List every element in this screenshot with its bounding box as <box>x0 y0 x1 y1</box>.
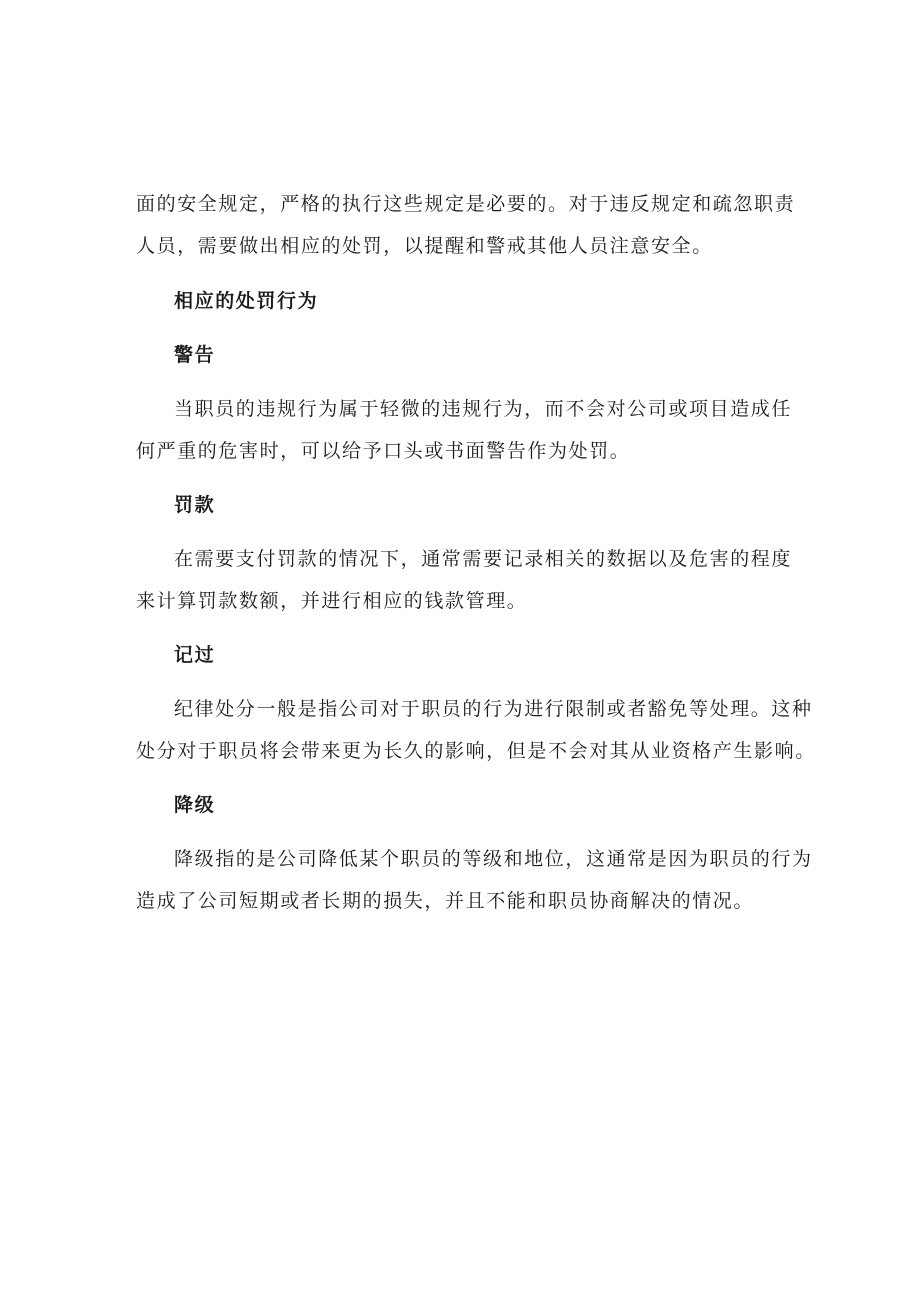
paragraph-warning <box>136 388 808 472</box>
paragraph-fine-line-1: 在需要支付罚款的情况下，通常需要记录相关的数据以及危害的程度 <box>174 548 793 570</box>
paragraph-demerit-line-2: 处分对于职员将会带来更为长久的影响，但是不会对其从业资格产生影响。 <box>136 740 816 762</box>
paragraph-warning-line-2: 何严重的危害时，可以给予口头或书面警告作为处罚。 <box>136 440 631 462</box>
paragraph-demerit-line-1: 纪律处分一般是指公司对于职员的行为进行限制或者豁免等处理。这种 <box>174 698 813 720</box>
intro-line-1: 面的安全规定，严格的执行这些规定是必要的。对于违反规定和疏忽职责 <box>136 193 796 215</box>
heading-demerit: 记过 <box>174 644 216 666</box>
paragraph-fine <box>136 538 808 622</box>
paragraph-demotion <box>136 838 813 922</box>
heading-fine: 罚款 <box>174 494 216 516</box>
paragraph-warning-line-1: 当职员的违规行为属于轻微的违规行为，而不会对公司或项目造成任 <box>174 398 793 420</box>
paragraph-demerit <box>136 688 816 772</box>
intro-line-2: 人员，需要做出相应的处罚，以提醒和警戒其他人员注意安全。 <box>136 235 713 257</box>
heading-demotion: 降级 <box>174 794 216 816</box>
heading-warning: 警告 <box>174 344 216 366</box>
section-title: 相应的处罚行为 <box>174 290 319 312</box>
intro-paragraph <box>136 183 808 267</box>
paragraph-fine-line-2: 来计算罚款数额，并进行相应的钱款管理。 <box>136 590 528 612</box>
paragraph-demotion-line-2: 造成了公司短期或者长期的损失，并且不能和职员协商解决的情况。 <box>136 890 755 912</box>
paragraph-demotion-line-1: 降级指的是公司降低某个职员的等级和地位，这通常是因为职员的行为 <box>174 848 813 870</box>
document-body <box>136 183 816 922</box>
